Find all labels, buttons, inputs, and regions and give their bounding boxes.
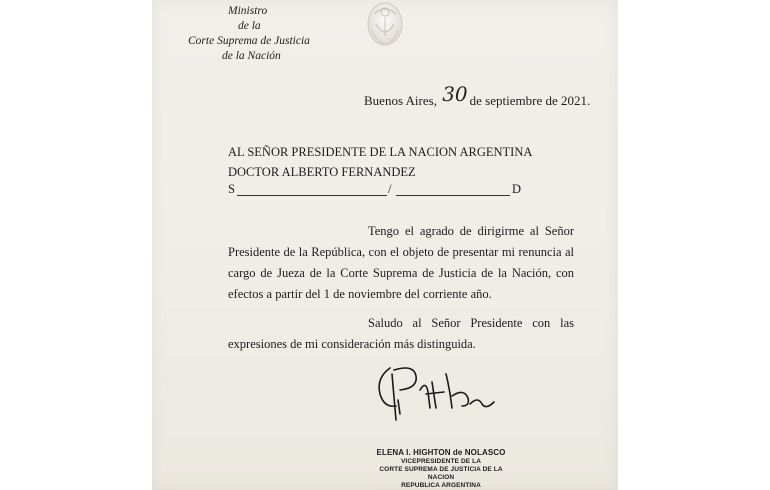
- body-paragraph: Tengo el agrado de dirigirme al Señor Presidente de la República, con el objeto de presentar mi renuncia al cargo de Jueza de la Corte Suprema de Justicia de la Nación, con efectos a partir del 1 de noviembre del corriente año.: [228, 224, 574, 301]
- sd-slash: /: [388, 182, 392, 196]
- addressee-line2: DOCTOR ALBERTO FERNANDEZ: [228, 165, 416, 179]
- body-paragraph: Saludo al Señor Presidente con las expresiones de mi consideración más distinguida.: [228, 316, 574, 351]
- sd-underline: [237, 195, 387, 196]
- date-day: 30: [442, 82, 468, 106]
- letterhead-line: Ministro: [228, 5, 268, 17]
- signatory-title: CORTE SUPREMA DE JUSTICIA DE LA NACION: [379, 466, 503, 481]
- signatory-title: REPUBLICA ARGENTINA: [401, 482, 481, 489]
- date-rest: de septiembre de 2021.: [469, 93, 591, 108]
- date-line: [364, 82, 591, 110]
- addressee: [228, 142, 532, 182]
- sd-d-label: D: [512, 182, 522, 196]
- letterhead-line: Corte Suprema de Justicia: [188, 35, 310, 47]
- signatory-block: [366, 448, 516, 490]
- letterhead-line: de la Nación: [222, 50, 281, 62]
- letterhead-line: de la: [238, 20, 261, 32]
- sd-underline: [396, 195, 510, 196]
- addressee-line1: AL SEÑOR PRESIDENTE DE LA NACION ARGENTINA: [228, 145, 533, 159]
- signatory-name: ELENA I. HIGHTON de NOLASCO: [376, 448, 506, 457]
- letterhead: [182, 4, 342, 64]
- sd-s-label: S: [228, 182, 235, 196]
- salutation-sd-line: [228, 182, 528, 198]
- date-city: Buenos Aires,: [364, 93, 437, 108]
- signatory-title: VICEPRESIDENTE DE LA: [400, 458, 481, 465]
- letter-body: [228, 221, 574, 355]
- handwritten-signature-icon: [370, 360, 506, 430]
- national-coat-of-arms-emboss-icon: [362, 0, 408, 50]
- letter-page: [152, 0, 618, 490]
